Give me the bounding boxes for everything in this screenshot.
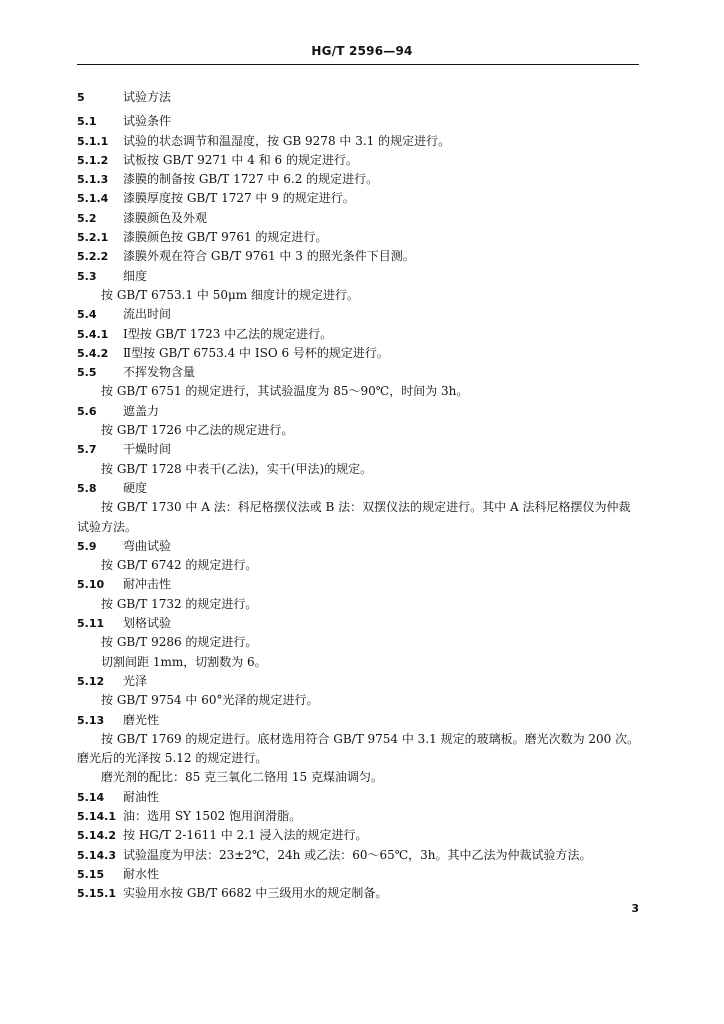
clause-text: 按 GB/T 1728 中表干(乙法)，实干(甲法)的规定。 xyxy=(101,461,373,476)
clause-text: 遮盖力 xyxy=(123,403,160,418)
section-body xyxy=(77,88,639,903)
clause-5-4-1 xyxy=(77,325,639,344)
clause-text-line xyxy=(77,749,639,768)
clause-number: 5.1.1 xyxy=(77,134,109,148)
clause-5-10 xyxy=(77,575,639,594)
clause-text: 按 GB/T 9286 的规定进行。 xyxy=(101,635,258,650)
clause-number: 5 xyxy=(77,91,85,104)
clause-text: 油：选用 SY 1502 饱用润滑脂。 xyxy=(123,808,302,823)
clause-text-line xyxy=(77,633,639,652)
clause-text: 漆膜外观在符合 GB/T 9761 中 3 的照光条件下目测。 xyxy=(123,249,415,264)
clause-text-line xyxy=(77,382,639,401)
clause-number: 5.7 xyxy=(77,443,97,457)
clause-number: 5.1.4 xyxy=(77,192,109,206)
clause-text-line xyxy=(77,421,639,440)
clause-text: 切割间距 1mm，切割数为 6。 xyxy=(101,654,267,669)
clause-text: 按 GB/T 1769 的规定进行。底材选用符合 GB/T 9754 中 3.1 规定的玻璃板。磨光次数为 200 次。 xyxy=(101,731,640,746)
clause-text: 弯曲试验 xyxy=(123,538,172,553)
clause-number: 5.2.1 xyxy=(77,231,109,245)
clause-text-line xyxy=(77,518,639,537)
clause-text: 按 GB/T 1726 中乙法的规定进行。 xyxy=(101,423,294,438)
clause-text-line xyxy=(77,768,639,787)
clause-5-8 xyxy=(77,479,639,498)
clause-number: 5.4.1 xyxy=(77,327,109,341)
clause-text: 划格试验 xyxy=(123,616,172,631)
clause-number: 5.10 xyxy=(77,578,105,592)
clause-text-line xyxy=(77,730,639,749)
clause-5-6 xyxy=(77,402,639,421)
clause-5-14-1 xyxy=(77,807,639,826)
clause-5-14-2 xyxy=(77,826,639,845)
clause-text: 试验条件 xyxy=(123,114,172,129)
clause-text-line xyxy=(77,653,639,672)
clause-5-4-2 xyxy=(77,344,639,363)
clause-text: 干燥时间 xyxy=(123,442,172,457)
header-divider xyxy=(77,64,639,65)
clause-text: 耐水性 xyxy=(123,866,160,881)
clause-5-2-2 xyxy=(77,247,639,266)
clause-text: 试板按 GB/T 9271 中 4 和 6 的规定进行。 xyxy=(123,152,358,167)
clause-text: 漆膜颜色按 GB/T 9761 的规定进行。 xyxy=(123,230,328,245)
clause-number: 5.6 xyxy=(77,404,97,418)
clause-text: 按 GB/T 1732 的规定进行。 xyxy=(101,596,258,611)
clause-text: 磨光后的光泽按 5.12 的规定进行。 xyxy=(77,751,268,766)
clause-number: 5.3 xyxy=(77,269,97,283)
clause-5 xyxy=(77,88,639,107)
clause-5-14-3 xyxy=(77,846,639,865)
clause-text: 按 GB/T 9754 中 60°光泽的规定进行。 xyxy=(101,693,319,708)
clause-text: 试验的状态调节和温湿度，按 GB 9278 中 3.1 的规定进行。 xyxy=(123,133,451,148)
clause-number: 5.8 xyxy=(77,481,97,495)
clause-5-2 xyxy=(77,209,639,228)
clause-5-1 xyxy=(77,112,639,131)
clause-5-7 xyxy=(77,440,639,459)
clause-5-9 xyxy=(77,537,639,556)
clause-number: 5.2 xyxy=(77,211,97,225)
clause-5-1-3 xyxy=(77,170,639,189)
clause-text: 不挥发物含量 xyxy=(123,365,196,380)
clause-text: 流出时间 xyxy=(123,307,172,322)
clause-text: Ⅰ型按 GB/T 1723 中乙法的规定进行。 xyxy=(123,326,333,341)
clause-5-12 xyxy=(77,672,639,691)
clause-number: 5.15.1 xyxy=(77,887,116,901)
clause-text-line xyxy=(77,460,639,479)
clause-5-1-2 xyxy=(77,151,639,170)
clause-text: 光泽 xyxy=(123,673,148,688)
clause-number: 5.2.2 xyxy=(77,250,109,264)
clause-text: 磨光剂的配比：85 克三氧化二铬用 15 克煤油调匀。 xyxy=(101,770,383,785)
clause-number: 5.12 xyxy=(77,674,105,688)
clause-text: 耐冲击性 xyxy=(123,577,172,592)
clause-text: 试验温度为甲法：23±2℃，24h 或乙法：60～65℃，3h。其中乙法为仲裁试验方法。 xyxy=(123,847,592,862)
clause-number: 5.14.2 xyxy=(77,829,116,843)
clause-number: 5.11 xyxy=(77,617,105,631)
clause-text-line xyxy=(77,691,639,710)
clause-number: 5.15 xyxy=(77,867,105,881)
clause-text: 按 HG/T 2-1611 中 2.1 浸入法的规定进行。 xyxy=(123,828,368,843)
clause-text: 漆膜的制备按 GB/T 1727 中 6.2 的规定进行。 xyxy=(123,172,379,187)
clause-5-15 xyxy=(77,865,639,884)
clause-text-line xyxy=(77,595,639,614)
clause-text: 耐油性 xyxy=(123,789,160,804)
clause-number: 5.14.1 xyxy=(77,809,116,823)
clause-text: 按 GB/T 6751 的规定进行，其试验温度为 85～90℃，时间为 3h。 xyxy=(101,384,469,399)
clause-number: 5.4 xyxy=(77,308,97,322)
clause-number: 5.14.3 xyxy=(77,848,116,862)
clause-text: 磨光性 xyxy=(123,712,160,727)
page-number: 3 xyxy=(631,902,639,915)
clause-5-1-4 xyxy=(77,189,639,208)
clause-5-3 xyxy=(77,267,639,286)
clause-number: 5.9 xyxy=(77,539,97,553)
clause-text: 试验方法。 xyxy=(77,519,138,534)
clause-5-4 xyxy=(77,305,639,324)
clause-5-13 xyxy=(77,711,639,730)
clause-text: 硬度 xyxy=(123,480,148,495)
clause-text: 实验用水按 GB/T 6682 中三级用水的规定制备。 xyxy=(123,886,388,901)
clause-text: 漆膜厚度按 GB/T 1727 中 9 的规定进行。 xyxy=(123,191,355,206)
clause-text: 试验方法 xyxy=(123,90,172,104)
clause-5-11 xyxy=(77,614,639,633)
clause-5-5 xyxy=(77,363,639,382)
clause-text-line xyxy=(77,498,639,517)
clause-5-1-1 xyxy=(77,132,639,151)
page-header-standard-code: HG/T 2596—94 xyxy=(311,44,413,58)
clause-5-14 xyxy=(77,788,639,807)
clause-number: 5.5 xyxy=(77,366,97,380)
clause-text: Ⅱ型按 GB/T 6753.4 中 ISO 6 号杯的规定进行。 xyxy=(123,345,389,360)
clause-5-15-1 xyxy=(77,884,639,903)
clause-number: 5.1.3 xyxy=(77,173,109,187)
clause-number: 5.1.2 xyxy=(77,153,109,167)
clause-5-2-1 xyxy=(77,228,639,247)
clause-number: 5.14 xyxy=(77,790,105,804)
clause-text: 漆膜颜色及外观 xyxy=(123,210,208,225)
clause-number: 5.1 xyxy=(77,115,97,129)
clause-number: 5.13 xyxy=(77,713,105,727)
clause-text: 细度 xyxy=(123,268,148,283)
clause-text-line xyxy=(77,286,639,305)
clause-text-line xyxy=(77,556,639,575)
clause-text: 按 GB/T 6753.1 中 50μm 细度计的规定进行。 xyxy=(101,287,359,302)
clause-text: 按 GB/T 6742 的规定进行。 xyxy=(101,558,258,573)
clause-number: 5.4.2 xyxy=(77,346,109,360)
clause-text: 按 GB/T 1730 中 A 法：科尼格摆仪法或 B 法：双摆仪法的规定进行。其中 A 法科尼格摆仪为仲裁 xyxy=(101,500,631,515)
